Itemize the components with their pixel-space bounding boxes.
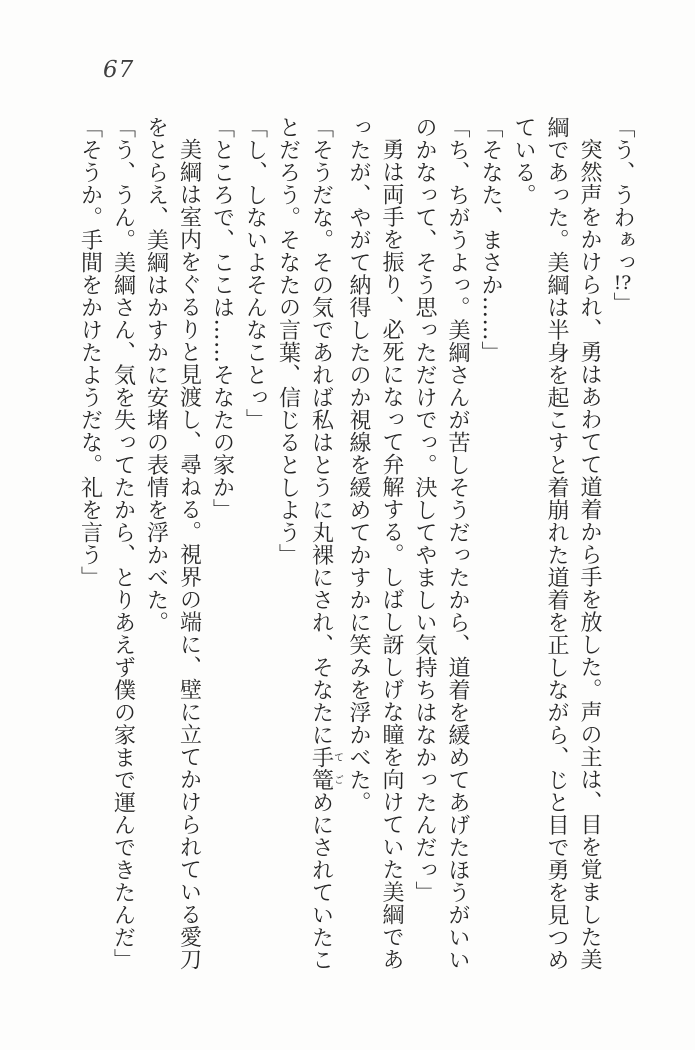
tate-chu-yoko: !? xyxy=(613,273,632,293)
paragraph-11-dialogue: 「そうか。手間をかけたようだな。礼を言う」 xyxy=(77,116,103,589)
paragraph-4-dialogue: 「ち、ちがうよっ。美綱さんが苦しそうだったから、道着を緩めてあげたほうがいいのかなって、そう思っただけでっ。決してやましい気持ちはなかったんだっ」 xyxy=(412,116,470,971)
ruby-annotated-word: 手篭てご xyxy=(308,746,343,791)
page-number: 67 xyxy=(103,57,135,83)
paragraph-10-dialogue: 「う、うん。美綱さん、気を失ってたから、とりあえず僕の家まで運んできたんだ」 xyxy=(110,116,136,971)
paragraph-8-dialogue: 「ところで、ここは……そなたの家か」 xyxy=(209,116,235,521)
paragraph-1-dialogue: 「う、うわぁっ!?」 xyxy=(610,116,635,315)
paragraph-6-dialogue: 「そうだな。その気であれば私はとうに丸裸にされ、そなたに手篭てごめにされていたことだろう。そなたの言葉、信じるとしよう」 xyxy=(275,116,343,971)
paragraph-9-narration: 美綱は室内をぐるりと見渡し、尋ねる。視界の端に、壁に立てかけられている愛刀をとらえ、美綱はかすかに安堵の表情を浮かべた。 xyxy=(143,116,202,971)
paragraph-7-dialogue: 「し、しないよそんなことっ」 xyxy=(242,116,268,431)
paragraph-3-dialogue: 「そなた、まさか……」 xyxy=(478,116,503,364)
paragraph-2-narration: 突然声をかけられ、勇はあわてて道着から手を放した。声の主は、目を覚ました美綱であった。美綱は半身を起こすと着崩れた道着を正しながら、じと目で勇を見つめている。 xyxy=(511,116,602,971)
novel-text-block xyxy=(74,116,640,972)
paragraph-5-narration: 勇は両手を振り、必死になって弁解する。しばし訝しげな瞳を向けていた美綱であったが、やがて納得したのか視線を緩めてかすかに笑みを浮かべた。 xyxy=(346,116,404,971)
